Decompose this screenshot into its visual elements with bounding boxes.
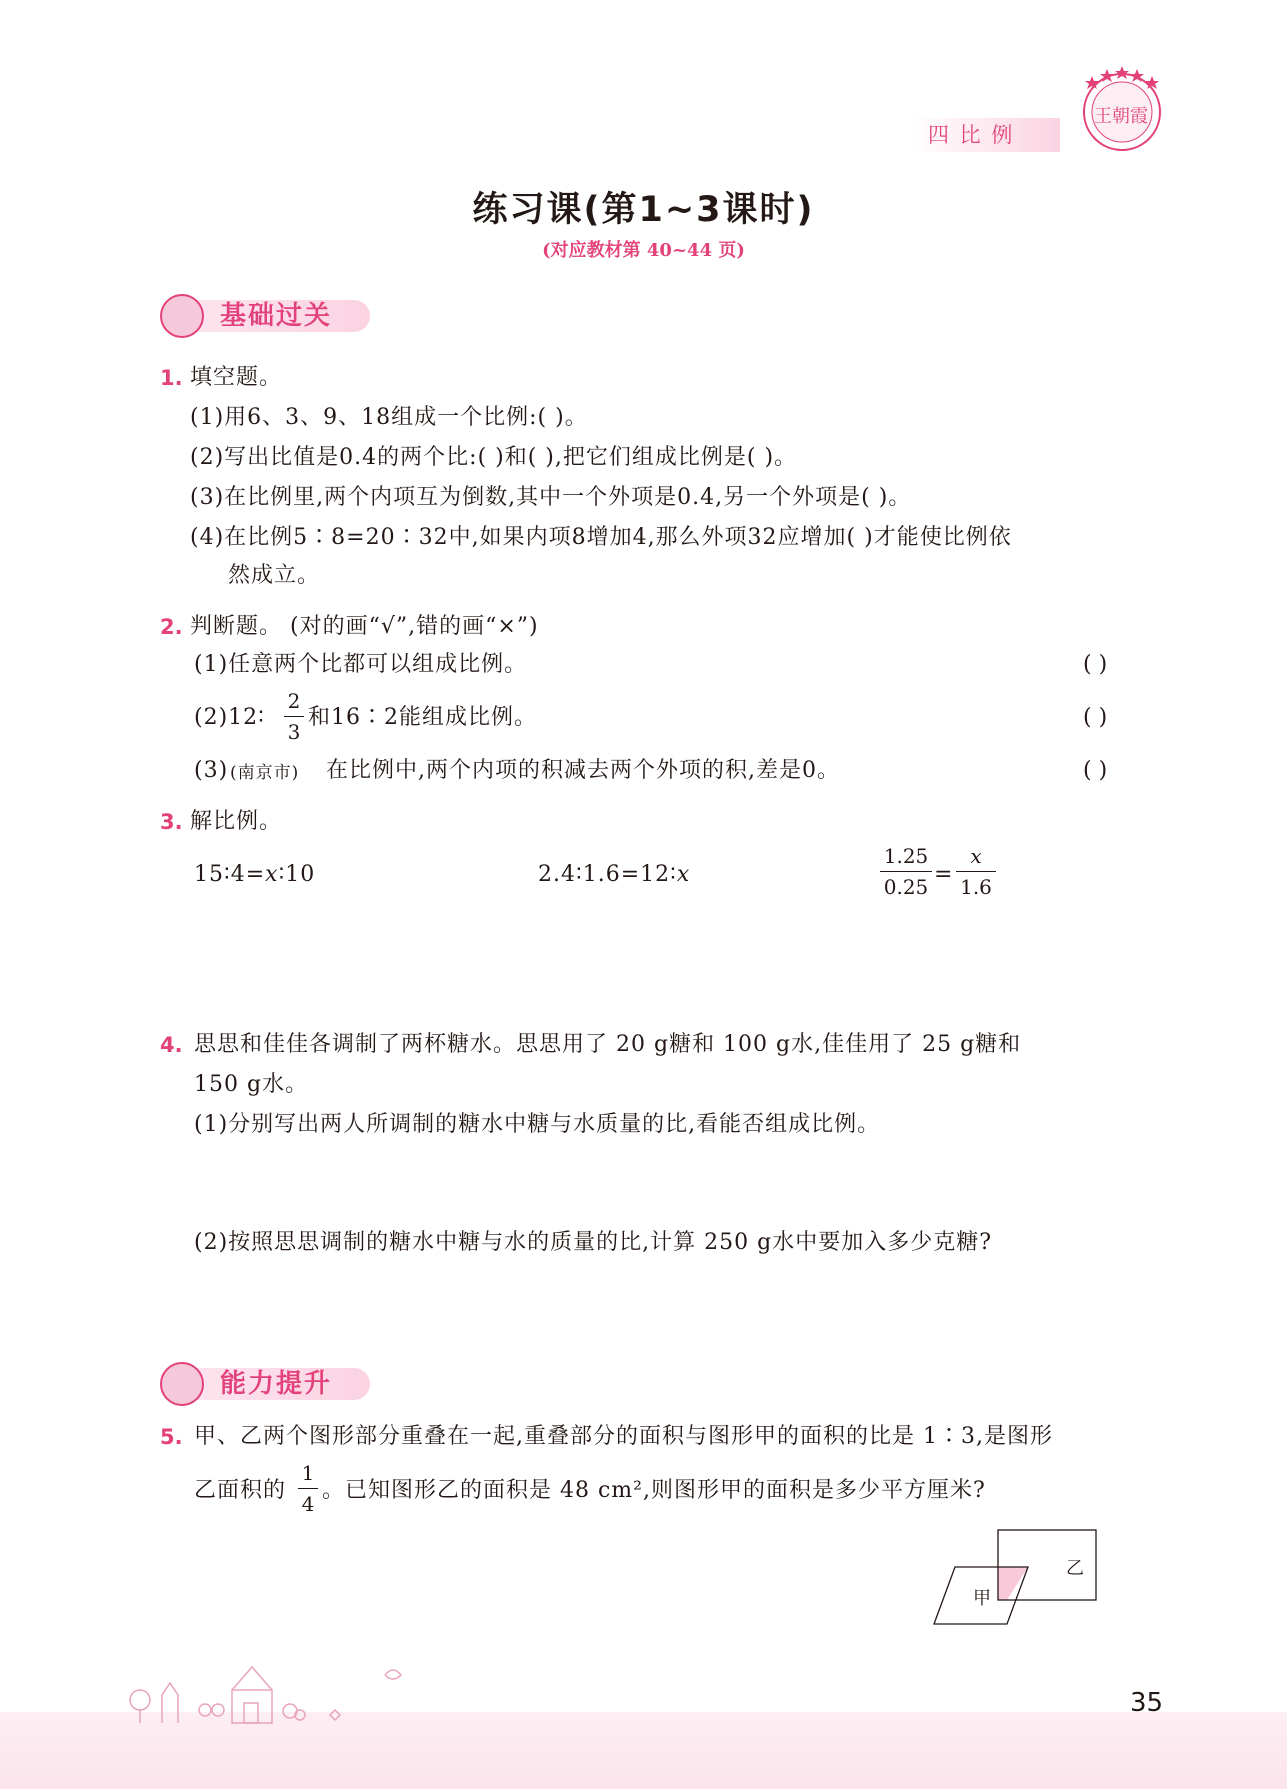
q4-number: 4. bbox=[160, 1033, 183, 1057]
boy-avatar-icon bbox=[160, 1362, 204, 1406]
chapter-label: 四 比 例 bbox=[928, 123, 1015, 147]
q1-item-4: (4)在比例5∶8=20∶32中,如果内项8增加4,那么外项32应增加( )才能使比例依 bbox=[190, 525, 1012, 550]
q4-line-1: 思思和佳佳各调制了两杯糖水。思思用了 20 g糖和 100 g水,佳佳用了 25 g糖和 bbox=[194, 1032, 1022, 1057]
q3-eq2 bbox=[538, 860, 690, 890]
q5-line-2a: 乙面积的 bbox=[194, 1478, 287, 1503]
frac-bar bbox=[298, 1488, 318, 1489]
q3-number: 3. bbox=[160, 810, 183, 834]
section-advanced-badge bbox=[160, 1362, 390, 1406]
q1-number: 1. bbox=[160, 366, 183, 390]
q3-eq2-x: x bbox=[676, 862, 691, 887]
q3-eq1 bbox=[194, 860, 315, 890]
q3-eq2-left: 2.4∶1.6=12∶ bbox=[538, 862, 677, 887]
logo-text: 王朝霞 bbox=[1094, 106, 1148, 127]
section-basic-title: 基础过关 bbox=[220, 301, 333, 331]
girl-avatar-icon bbox=[160, 294, 204, 338]
q2-item-2-prefix: (2)12∶ bbox=[194, 705, 265, 730]
q2-item-3-source: (南京市) bbox=[230, 763, 300, 783]
q5-frac-num: 1 bbox=[301, 1461, 315, 1485]
q3-eq3-num1: 1.25 bbox=[883, 844, 929, 868]
q2-item-3-prefix: (3) bbox=[194, 758, 229, 783]
q3-eq3-den2: 1.6 bbox=[960, 875, 992, 899]
q4-sub-2: (2)按照思思调制的糖水中糖与水的质量的比,计算 250 g水中要加入多少克糖? bbox=[194, 1230, 993, 1255]
q5-number: 5. bbox=[160, 1425, 183, 1449]
q1-item-3: (3)在比例里,两个内项互为倒数,其中一个外项是0.4,另一个外项是( )。 bbox=[190, 485, 912, 510]
overlap-region bbox=[998, 1567, 1028, 1600]
q1-item-2: (2)写出比值是0.4的两个比:( )和( ),把它们组成比例是( )。 bbox=[190, 445, 798, 470]
q1-item-4-cont: 然成立。 bbox=[228, 563, 321, 588]
q3-eq1-right: ∶10 bbox=[278, 862, 316, 887]
page-number: 35 bbox=[1130, 1688, 1164, 1718]
q3-eq3-equals: = bbox=[934, 862, 954, 887]
q2-item-2-suffix: 和16∶2能组成比例。 bbox=[308, 705, 537, 730]
q3-eq1-left: 15∶4= bbox=[194, 862, 266, 887]
label-yi: 乙 bbox=[1066, 1558, 1084, 1579]
q2-fraction bbox=[284, 688, 304, 745]
q3-eq1-x: x bbox=[265, 862, 279, 887]
frac-bar bbox=[880, 871, 932, 872]
q2-item-3-text: 在比例中,两个内项的积减去两个外项的积,差是0。 bbox=[326, 758, 840, 783]
q5-frac-den: 4 bbox=[301, 1492, 315, 1516]
q2-title: 判断题。 (对的画“√”,错的画“×”) bbox=[190, 614, 539, 639]
frac-bar bbox=[284, 716, 304, 717]
section-basic-badge bbox=[160, 294, 390, 338]
page-title: 练习课(第1~3课时) bbox=[472, 190, 815, 230]
frac-bar bbox=[956, 871, 996, 872]
q2-answer-paren-2[interactable]: ( ) bbox=[1083, 705, 1108, 730]
q3-title: 解比例。 bbox=[190, 809, 283, 834]
label-jia: 甲 bbox=[973, 1588, 991, 1609]
q4-line-2: 150 g水。 bbox=[194, 1072, 309, 1097]
q4-sub-1: (1)分别写出两人所调制的糖水中糖与水质量的比,看能否组成比例。 bbox=[194, 1112, 881, 1137]
q3-eq3-frac2 bbox=[956, 843, 996, 900]
castle-decoration-icon bbox=[120, 1645, 420, 1725]
q2-answer-paren-1[interactable]: ( ) bbox=[1083, 652, 1108, 677]
q3-eq3-num2: x bbox=[970, 844, 982, 868]
logo-seal bbox=[1072, 64, 1172, 154]
q2-frac-num: 2 bbox=[287, 689, 301, 713]
section-advanced-title: 能力提升 bbox=[220, 1369, 333, 1399]
page-subtitle: (对应教材第 40~44 页) bbox=[542, 240, 745, 261]
q5-fraction bbox=[298, 1460, 318, 1517]
q2-item-1: (1)任意两个比都可以组成比例。 bbox=[194, 652, 528, 677]
q2-answer-paren-3[interactable]: ( ) bbox=[1083, 758, 1108, 783]
q2-number: 2. bbox=[160, 615, 183, 639]
q3-eq3-den1: 0.25 bbox=[883, 875, 929, 899]
q1-item-1: (1)用6、3、9、18组成一个比例:( )。 bbox=[190, 405, 588, 430]
q1-title: 填空题。 bbox=[190, 365, 283, 390]
q3-eq3-frac1 bbox=[880, 843, 932, 900]
q5-line-2b: 。已知图形乙的面积是 48 cm²,则图形甲的面积是多少平方厘米? bbox=[322, 1478, 986, 1503]
q5-line-1: 甲、乙两个图形部分重叠在一起,重叠部分的面积与图形甲的面积的比是 1∶3,是图形 bbox=[194, 1424, 1053, 1449]
q2-frac-den: 3 bbox=[287, 720, 301, 744]
